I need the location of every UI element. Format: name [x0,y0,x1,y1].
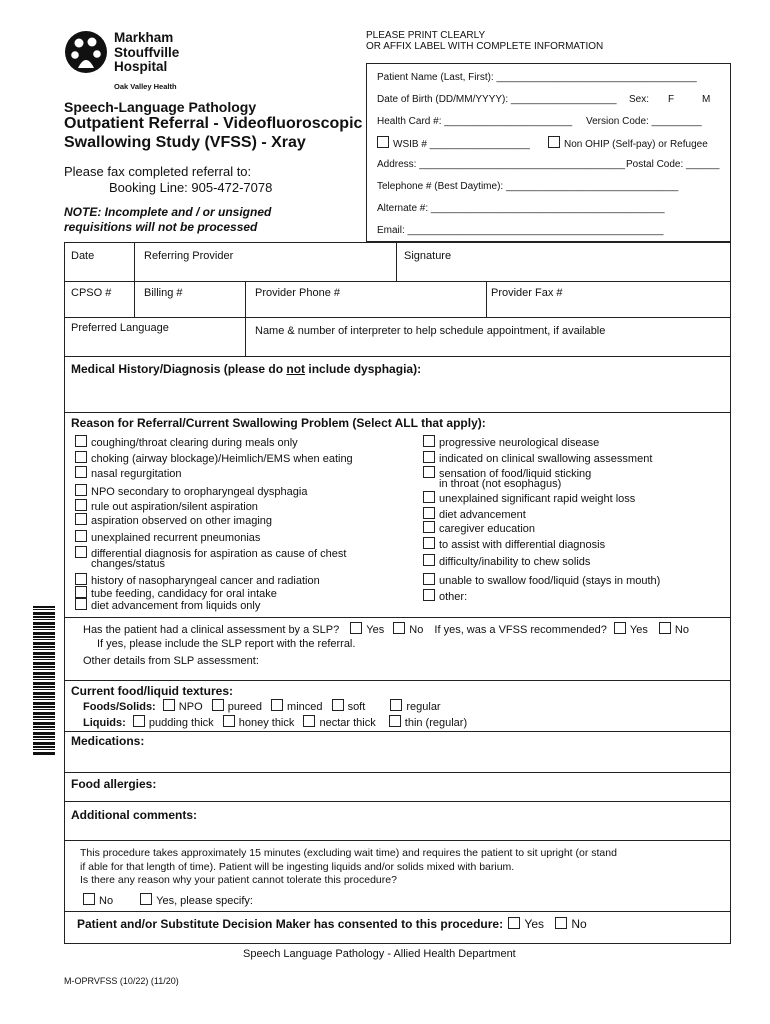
health-card-field[interactable]: Health Card #: _______________________ [377,116,573,127]
referring-provider-field[interactable]: Referring Provider [144,250,234,262]
email-field[interactable]: Email: ______________________________________________ [377,225,664,236]
consent-no-checkbox[interactable] [555,917,567,929]
reason-option[interactable]: differential diagnosis for aspiration as cause of chest [75,546,346,561]
reason-option-continued: in throat (not esophagus) [439,478,562,490]
reason-option-other[interactable]: other: [423,589,467,604]
slp-include-note: If yes, please include the SLP report with the referral. [97,638,356,650]
checkbox[interactable] [75,451,87,463]
reason-option[interactable]: aspiration observed on other imaging [75,513,272,528]
reason-option[interactable]: progressive neurological disease [423,435,599,450]
reason-option[interactable]: diet advancement [423,507,526,522]
wsib-field[interactable]: WSIB # __________________ [377,136,530,150]
medications-field[interactable]: Medications: [71,734,145,748]
dob-field[interactable]: Date of Birth (DD/MM/YYYY): ___________________ [377,94,617,105]
medical-history-field[interactable]: Medical History/Diagnosis (please do not include dysphagia): [71,362,422,376]
preferred-language-field[interactable]: Preferred Language [71,322,169,334]
barcode [33,606,55,756]
checkbox[interactable] [75,466,87,478]
honey-thick-checkbox[interactable] [223,715,235,727]
checkbox[interactable] [75,586,87,598]
soft-checkbox[interactable] [332,699,344,711]
print-clearly-note: PLEASE PRINT CLEARLY OR AFFIX LABEL WITH COMPLETE INFORMATION [366,30,604,52]
checkbox[interactable] [75,598,87,610]
additional-comments-field[interactable]: Additional comments: [71,808,198,822]
slp-no-checkbox[interactable] [393,622,405,634]
hospital-name: Markham Stouffville Hospital [114,30,180,74]
reason-option[interactable]: history of nasopharyngeal cancer and radiation [75,573,320,588]
liquids-row: Liquids: pudding thick honey thick nectar thick thin (regular) [83,717,468,729]
checkbox[interactable] [75,484,87,496]
vfss-yes-checkbox[interactable] [614,622,626,634]
consent-yes-checkbox[interactable] [508,917,520,929]
checkbox[interactable] [75,573,87,585]
regular-checkbox[interactable] [390,699,402,711]
checkbox[interactable] [75,435,87,447]
reason-heading: Reason for Referral/Current Swallowing Problem (Select ALL that apply): [71,416,486,430]
date-field[interactable]: Date [71,250,95,262]
checkbox[interactable] [423,589,435,601]
food-allergies-field[interactable]: Food allergies: [71,777,157,791]
reason-option[interactable]: nasal regurgitation [75,466,182,481]
checkbox[interactable] [423,507,435,519]
incomplete-note: NOTE: Incomplete and / or unsigned requisitions will not be processed [64,205,272,234]
reason-option[interactable]: NPO secondary to oropharyngeal dysphagia [75,484,307,499]
tolerate-options: No Yes, please specify: [83,893,253,907]
reason-option[interactable]: diet advancement from liquids only [75,598,260,613]
address-field[interactable]: Address: _____________________________________ [377,159,626,170]
checkbox[interactable] [423,451,435,463]
fax-instruction: Please fax completed referral to: [64,164,252,179]
sex-label: Sex: [629,94,650,105]
checkbox[interactable] [423,573,435,585]
checkbox[interactable] [423,554,435,566]
minced-checkbox[interactable] [271,699,283,711]
alternate-phone-field[interactable]: Alternate #: __________________________________________ [377,203,665,214]
logo-mark-icon [64,30,108,74]
reason-option[interactable]: tube feeding, candidacy for oral intake [75,586,277,601]
checkbox[interactable] [423,435,435,447]
footer-department: Speech Language Pathology - Allied Health Department [243,948,516,960]
hospital-subbrand: Oak Valley Health [114,82,177,91]
reason-option[interactable]: indicated on clinical swallowing assessment [423,451,652,466]
checkbox[interactable] [75,530,87,542]
cpso-field[interactable]: CPSO # [71,287,112,299]
checkbox[interactable] [423,537,435,549]
reason-option[interactable]: caregiver education [423,521,535,536]
reason-option[interactable]: rule out aspiration/silent aspiration [75,499,258,514]
procedure-note: This procedure takes approximately 15 minutes (excluding wait time) and requires the patient to sit upright (or stand if able for that length of time). Patient will be ingesting liquids and/or solids mixed with barium. Is there any reason why your patient cannot tolerate this procedure? [80,847,617,886]
textures-heading: Current food/liquid textures: [71,684,233,698]
checkbox[interactable] [423,466,435,478]
checkbox[interactable] [75,546,87,558]
pureed-checkbox[interactable] [212,699,224,711]
telephone-field[interactable]: Telephone # (Best Daytime): _______________________________ [377,181,679,192]
reason-option[interactable]: unexplained significant rapid weight loss [423,491,635,506]
form-title: Outpatient Referral - Videofluoroscopic Swallowing Study (VFSS) - Xray [64,115,363,151]
checkbox[interactable] [423,521,435,533]
signature-field[interactable]: Signature [404,250,452,262]
postal-code-field[interactable]: Postal Code: ______ [626,159,720,170]
provider-phone-field[interactable]: Provider Phone # [255,287,340,299]
reason-option[interactable]: to assist with differential diagnosis [423,537,605,552]
billing-field[interactable]: Billing # [144,287,183,299]
checkbox[interactable] [423,491,435,503]
reason-option[interactable]: unexplained recurrent pneumonias [75,530,260,545]
non-ohip-checkbox[interactable] [548,136,560,148]
booking-line: Booking Line: 905-472-7078 [109,180,273,195]
npo-checkbox[interactable] [163,699,175,711]
sex-f-option[interactable]: F [668,94,675,105]
reason-option[interactable]: sensation of food/liquid sticking [423,466,591,481]
reason-option[interactable]: unable to swallow food/liquid (stays in mouth) [423,573,660,588]
reason-option[interactable]: choking (airway blockage)/Heimlich/EMS when eating [75,451,353,466]
tolerate-yes-checkbox[interactable] [140,893,152,905]
patient-name-field[interactable]: Patient Name (Last, First): ____________________________________ [377,72,697,83]
department-title: Speech-Language Pathology [64,99,257,115]
interpreter-field[interactable]: Name & number of interpreter to help schedule appointment, if available [255,325,606,337]
foods-row: Foods/Solids: NPO pureed minced soft regular [83,701,441,713]
reason-option-continued: changes/status [91,558,165,570]
slp-yes-checkbox[interactable] [350,622,362,634]
vfss-no-checkbox[interactable] [659,622,671,634]
hospital-logo [64,29,224,91]
pudding-thick-checkbox[interactable] [133,715,145,727]
thin-regular-checkbox[interactable] [389,715,401,727]
version-code-field[interactable]: Version Code: _________ [586,116,702,127]
reason-option[interactable]: coughing/throat clearing during meals only [75,435,298,450]
form-code: M-OPRVFSS (10/22) (11/20) [64,976,179,986]
patient-label-box [366,63,731,242]
sex-m-option[interactable]: M [702,94,711,105]
checkbox[interactable] [75,499,87,511]
checkbox[interactable] [75,513,87,525]
provider-fax-field[interactable]: Provider Fax # [491,287,563,299]
consent-row: Patient and/or Substitute Decision Maker has consented to this procedure: Yes No [77,917,587,931]
reason-option[interactable]: difficulty/inability to chew solids [423,554,590,569]
nectar-thick-checkbox[interactable] [303,715,315,727]
slp-question: Has the patient had a clinical assessment by a SLP? Yes No If yes, was a VFSS recommended? Yes No [83,624,689,636]
tolerate-no-checkbox[interactable] [83,893,95,905]
non-ohip-field[interactable]: Non OHIP (Self-pay) or Refugee [548,136,708,150]
wsib-checkbox[interactable] [377,136,389,148]
slp-other-details-field[interactable]: Other details from SLP assessment: [83,655,259,667]
